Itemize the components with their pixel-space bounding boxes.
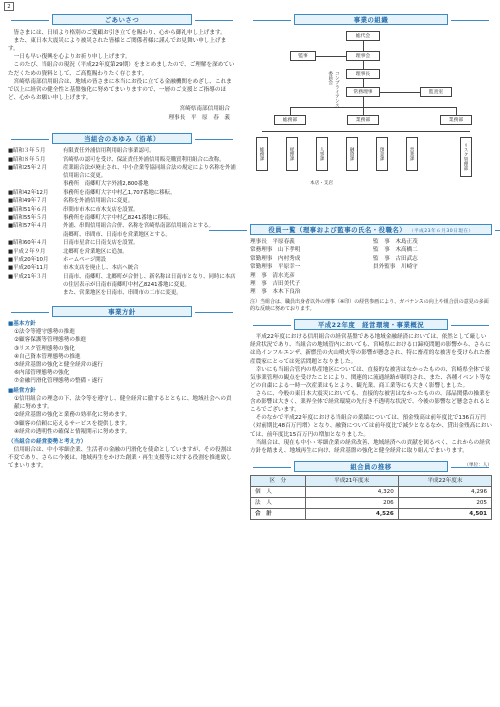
- history-text: 南郷町、串間市、日南市を営業地区とする。: [63, 231, 171, 238]
- policy-header: 事業方針: [52, 306, 192, 317]
- members-col-category: 区 分: [251, 475, 306, 486]
- history-date: ■平成21年３月: [8, 273, 47, 280]
- history-text: 日南市星倉に日南支店を設置。: [63, 240, 139, 247]
- table-row: [251, 498, 492, 509]
- list-item: ②顧客保護等管理態勢の推進: [14, 337, 87, 344]
- members-cell: 205: [398, 498, 491, 509]
- history-header: 当組合のあゆみ（沿革）: [52, 133, 192, 144]
- officers-subtitle: （平成23年６月30日現在）: [408, 229, 474, 234]
- review-paragraph: 当組合は、現在も中小・零細企業の経営改善、地域経済への貢献を図るべく、これからの経営方針を踏まえ、地域再生に向け、経営基盤の強化と健全経営に取り組んでまいります。: [250, 439, 491, 454]
- greeting-paragraph: 一日も早い復興を心よりお祈り申し上げます。: [13, 54, 131, 61]
- review-paragraph: 幸いにも当組合管内の県産地区については、直接的な被害はなかったものの、宮崎県全体で景気事業管理の観点を受けたことにより、関連的に流通経路が制約され、また、各種イベント等などの自粛による一時一次産業はもとより、観光業、商工業等にも大きく影響しました。: [250, 366, 491, 389]
- officer-entry: 監 事 木高橋二: [373, 247, 418, 254]
- history-text: 宮崎県の認可を受け、保証責任外浦信用販売購買利用組合に改称。: [63, 156, 225, 163]
- history-date: ■昭和３年５月: [8, 148, 46, 155]
- table-row: [8, 189, 236, 197]
- list-item: ④自己資本管理態勢の推進: [14, 353, 81, 360]
- greeting-paragraph: このたび、当組合の現況（平成22年度第29期）をまとめましたので、ご理解を深めていただくための資料として、ご高覧賜わりたく存じます。: [8, 62, 235, 77]
- history-date: [8, 181, 63, 189]
- officer-entry: 理 事 吉田美代子: [250, 280, 301, 287]
- members-cell: 法 人: [251, 498, 306, 509]
- history-text: 有限責任外浦信用利用組合事業認可。: [63, 148, 155, 155]
- members-unit: （単位：人）: [464, 462, 492, 468]
- history-text: 串間市市木に市木支店を設置。: [63, 206, 139, 213]
- greeting-header: ごあいさつ: [52, 14, 192, 25]
- table-row: [8, 290, 236, 298]
- members-section: [250, 461, 492, 520]
- signature-person: 理事長 平 原 春 義: [168, 114, 230, 121]
- page-number: 2: [4, 2, 14, 11]
- members-cell: 合 計: [251, 509, 306, 520]
- history-date: ■平成２年９月: [8, 248, 46, 255]
- list-item: ④経営の透明性の確保と情報開示に努めます。: [14, 428, 131, 435]
- org-managing-director: 常務理事: [346, 87, 380, 97]
- org-chairman: 理事長: [346, 69, 380, 79]
- policy-body: [8, 320, 236, 470]
- table-row: [8, 198, 236, 206]
- table-row: [8, 274, 236, 290]
- history-date: ■昭和８年５月: [8, 156, 46, 163]
- members-col-fy21: 平成21年度末: [305, 475, 398, 486]
- table-row: [8, 257, 236, 265]
- members-cell: 4,501: [398, 509, 491, 520]
- signature-org: 宮崎県南部信用組合: [179, 105, 230, 112]
- officers-header: [250, 224, 492, 235]
- org-sales: 業務部: [347, 115, 379, 125]
- table-row: [251, 509, 492, 520]
- table-row: [8, 265, 236, 273]
- history-date: ■昭和55年５月: [8, 214, 47, 221]
- role-title: （当組合の経営姿勢と考え方）: [8, 438, 87, 445]
- org-auditor: 監事: [290, 51, 316, 61]
- org-chart: [250, 29, 492, 222]
- org-dept-general: 総務課: [256, 137, 268, 171]
- table-row: [8, 223, 236, 231]
- officers-title: 役員一覧（理事および監事の氏名・役職名）: [268, 226, 407, 234]
- review-body: [250, 333, 492, 455]
- table-row: [8, 240, 236, 248]
- basic-policy-title: ■基本方針: [8, 321, 36, 328]
- list-item: ③顧客の信頼に応えるサービスを提供します。: [14, 420, 131, 427]
- officer-entry: 常勤理事 平原幸一: [250, 264, 301, 271]
- members-header: 組合員の推移: [294, 461, 448, 472]
- org-audit-office: 監査室: [420, 87, 452, 97]
- table-row: [8, 181, 236, 189]
- officer-entry: 理 事 本木下良治: [250, 289, 301, 296]
- review-paragraph: 平成22年度における信用組合の経営基盤である地域金融経済においては、依然として厳しい経営状況であり、当組合の地域管内においても、宮崎県における口蹄疫問題の影響から、さらには鳥インフルエンザ、新燃岳の火山噴火等の影響が懸念され、特に畜産的な被害を受けられた畜産農家にとっては死活問題となりました。: [250, 334, 491, 365]
- history-text: 市木支店を廃止し、本店へ統合: [63, 265, 139, 272]
- greeting-signature: [8, 105, 236, 123]
- role-text: 信用組合は、中小零細企業、生活者の金融の円滑化を使命としていますが、その役割は不変であり、さらに今後は、地域再生をかけた創業・再生支援等に対する役割を推進致してまいります。: [8, 446, 232, 470]
- org-dept-risk: リスク管理部: [460, 137, 472, 177]
- org-chart-header: 事業の組織: [294, 14, 448, 25]
- table-row: [8, 248, 236, 256]
- members-cell: 4,526: [305, 509, 398, 520]
- list-item: ⑤経営基盤の強化と健全経営の遂行: [14, 361, 103, 368]
- principle-title: ■経営方針: [8, 388, 36, 395]
- history-date: ■昭和51年６月: [8, 206, 47, 213]
- list-item: ⑥内部管理態勢の強化: [14, 369, 70, 376]
- table-row: [8, 206, 236, 214]
- review-header: 平成22年度 経営環境・事業概況: [294, 319, 448, 330]
- history-date: ■昭和49年７月: [8, 198, 47, 205]
- officer-entry: 理事長 平原春義: [250, 239, 295, 245]
- history-text: 事務所を南郷町大字中村乙1,707番地に移転。: [63, 189, 176, 196]
- history-text: ホームページ開設: [63, 257, 107, 264]
- org-dept-sales: 営業課: [406, 137, 418, 171]
- history-date: [8, 290, 63, 298]
- history-date: ■昭和25年２月: [8, 165, 47, 171]
- members-cell: 206: [305, 498, 398, 509]
- officer-entry: 理 事 清水光彦: [250, 272, 295, 279]
- org-branches-label: 本店・支店: [310, 181, 333, 186]
- greeting-paragraph: また、東日本大震災により被災された皆様とご関係者様に謹んでお見舞い申し上げます。: [8, 38, 227, 53]
- org-compliance-committee: コンプライアンス委員会: [327, 71, 340, 108]
- history-date: ■昭和57年４月: [8, 223, 47, 230]
- officer-entry: [373, 272, 492, 280]
- history-text: 外浦、串間信用組合合併、名称を宮崎県南部信用組合とする。: [63, 223, 214, 230]
- members-cell: 4,320: [305, 486, 398, 497]
- officer-entry: 員外監事 川崎守: [373, 264, 418, 271]
- org-board: 理事会: [346, 51, 380, 61]
- history-text: また、営業地区を日南市、串間市の二市に変更。: [63, 290, 182, 297]
- members-cell: 個 人: [251, 486, 306, 497]
- review-paragraph: さらに、今般の東日本大震災においても、直接的な被害はなかったものの、部品関係の操業を含め影響は大きく、業界全体で経営環境の先行き不透明な状況で、今後の影響など懸念されるところでございます。: [250, 391, 491, 414]
- history-table: [8, 148, 236, 298]
- greeting-paragraph: 宮崎県南部信用組合は、地域の皆さまに本当にお役に立てる金融機関をめざし、これまで以上に経営の健全性と基盤強化に努めてまいりますので、一層のご支援とご指導のほど、心からお願い申し上げます。: [8, 78, 232, 101]
- history-date: ■平成20年11月: [8, 265, 49, 272]
- review-paragraph: そのなかで平成22年度における当組合の業績については、預金残高は前年度比で136百万円（対前期比48百万円増）となり、融資については前年度比で減少となるなか、貸出金残高においては、前年度比15百万円の増加となりました。: [250, 415, 492, 438]
- officer-entry: 常務理事 山下孝明: [250, 247, 301, 254]
- org-dept-loan: 融資課: [346, 137, 358, 171]
- list-item: ③リスク管理態勢の強化: [14, 345, 75, 352]
- officer-entry: 監 事 古田武志: [373, 255, 418, 262]
- list-item: ①信用組合の理念の下、法令等を遵守し、健全経営に徹するとともに、地域社会への貢献に努めます。: [14, 396, 232, 411]
- officer-entry: 常勤理事 内村秀成: [250, 255, 301, 262]
- history-date: ■平成20年10月: [8, 257, 49, 264]
- org-general-meeting: 総代会: [346, 31, 380, 41]
- history-text: 産業組合法が廃止され、中小企業等協同組合法の規定により名称を外浦信用組合に変更。: [63, 165, 236, 179]
- history-text: 北郷町を営業地区に追加。: [63, 248, 128, 255]
- officers-note: 注）当組合は、職員出身者以外の理事（※印）の経営参画により、ガバナンスの向上や組合員の意見の多面的な反映に努めております。: [250, 298, 489, 312]
- table-row: [8, 148, 236, 156]
- left-column: [8, 14, 236, 470]
- list-item: ⑦金融円滑化管理態勢の整備・遂行: [14, 378, 103, 385]
- history-text: 事務所 南郷町大字外浦2,800番地: [63, 181, 149, 188]
- history-date: [8, 231, 63, 239]
- officers-list: [250, 238, 492, 297]
- list-item: ②経営基盤の強化と業務の効率化に努めます。: [14, 412, 131, 419]
- table-row: [251, 486, 492, 497]
- org-risk-management-dept: 業務部: [440, 115, 472, 125]
- org-general-affairs: 総務部: [274, 115, 306, 125]
- members-cell: 4,296: [398, 486, 491, 497]
- history-date: ■昭和60年４月: [8, 240, 47, 247]
- officer-entry: [373, 280, 492, 288]
- members-col-fy22: 平成22年度末: [398, 475, 491, 486]
- members-table: [250, 475, 492, 520]
- history-date: ■昭和42年12月: [8, 189, 49, 196]
- table-row: [8, 165, 236, 181]
- history-text: 日南市、南郷町、北郷町が合併し、新名称は日南市となり、同時に本店の住居表示が日南市南郷町中村乙8241番地に変更。: [63, 273, 236, 288]
- greeting-paragraph: 皆さまには、日頃より格別のご愛顧お引き立てを賜わり、心から御礼申し上げます。: [13, 30, 226, 36]
- list-item: ①法令等遵守態勢の推進: [14, 329, 75, 336]
- history-text: 事務所を南郷町大字中村乙8241番地に移転。: [63, 214, 174, 221]
- table-row: [8, 231, 236, 239]
- org-dept-deposit: 預金課: [376, 137, 388, 171]
- table-row: [8, 215, 236, 223]
- officer-entry: 監 事 木島正茂: [373, 239, 418, 245]
- history-text: 名称を外浦信用組合に変更。: [63, 198, 134, 205]
- right-column: [250, 14, 492, 520]
- officer-entry: [373, 288, 492, 296]
- greeting-body: [8, 29, 236, 102]
- table-row: [8, 156, 236, 164]
- org-dept-personnel: 人事課: [316, 137, 328, 171]
- org-dept-accounting: 経理課: [286, 137, 298, 171]
